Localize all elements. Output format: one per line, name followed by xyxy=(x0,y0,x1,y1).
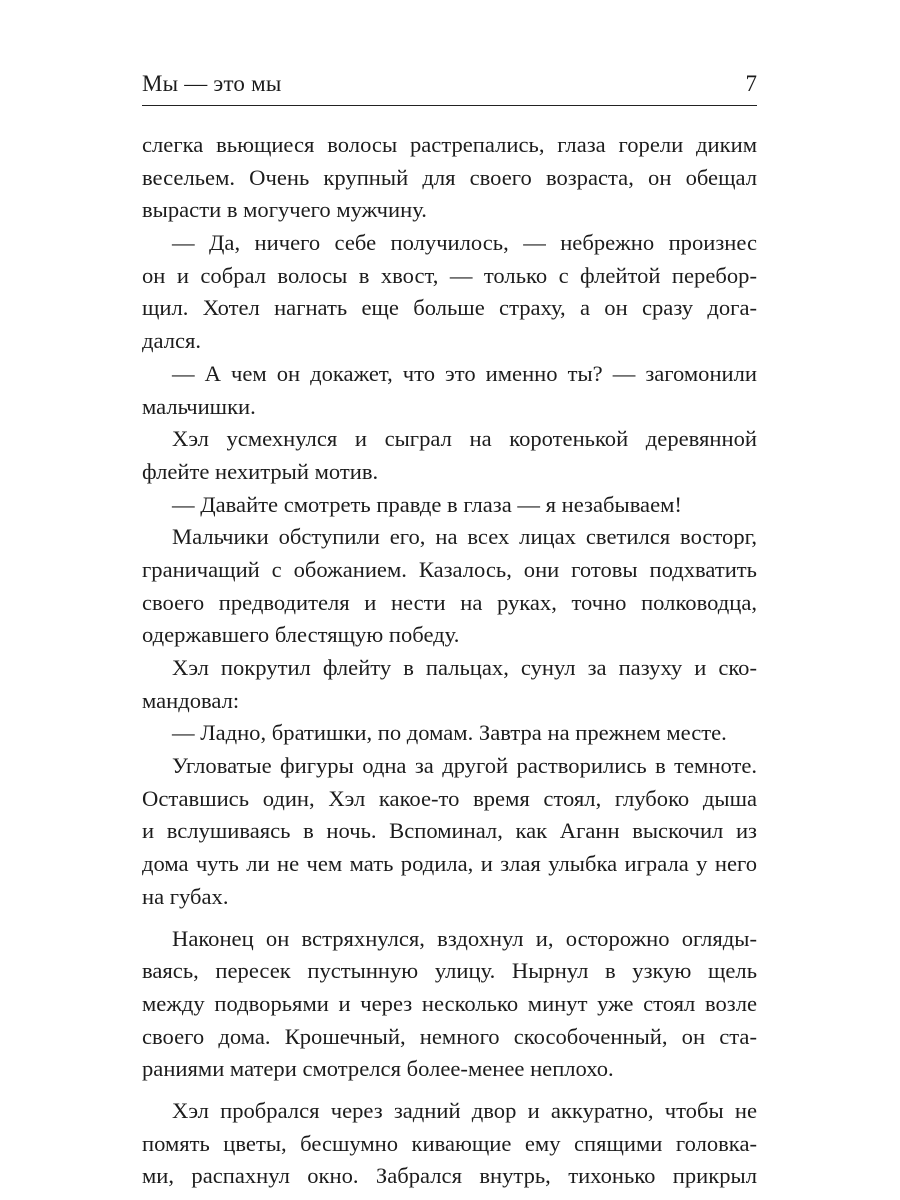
running-title: Мы — это мы xyxy=(142,71,282,96)
text-line: своего предводителя и нести на руках, точно полководца, xyxy=(142,589,757,615)
text-line: Хэл усмехнулся и сыграл на коротенькой деревянной xyxy=(172,426,757,452)
text-line: — Давайте смотреть правде в глаза — я незабываем! xyxy=(172,491,682,517)
text-line: — А чем он докажет, что это именно ты? — загомонили xyxy=(172,360,757,386)
text-line: мальчишки. xyxy=(142,393,256,419)
running-head xyxy=(142,68,757,100)
text-line: ваясь, пересек пустынную улицу. Нырнул в узкую щель xyxy=(142,958,757,984)
text-line: Хэл пробрался через задний двор и аккуратно, чтобы не xyxy=(172,1097,757,1123)
text-line: одержавшего блестящую победу. xyxy=(142,622,460,648)
text-line: флейте нехитрый мотив. xyxy=(142,458,379,484)
body-text xyxy=(142,129,757,1193)
text-line: Хэл покрутил флейту в пальцах, сунул за пазуху и ско- xyxy=(172,655,757,680)
text-line: слегка вьющиеся волосы растрепались, глаза горели диким xyxy=(142,132,757,157)
text-line: мандовал: xyxy=(142,687,240,713)
text-line: Угловатые фигуры одна за другой растворились в темноте. xyxy=(172,753,757,779)
text-line: и вслушиваясь в ночь. Вспоминал, как Аганн выскочил из xyxy=(142,818,757,844)
text-line: раниями матери смотрелся более-менее неплохо. xyxy=(142,1056,614,1082)
text-line: ми, распахнул окно. Забрался внутрь, тихонько прикрыл xyxy=(142,1163,757,1189)
text-line: между подворьями и через несколько минут уже стоял возле xyxy=(142,990,757,1016)
text-line: помять цветы, бесшумно кивающие ему спящими головка- xyxy=(142,1130,757,1156)
text-line: щил. Хотел нагнать еще больше страху, а он сразу дога- xyxy=(142,295,757,321)
text-line: Мальчики обступили его, на всех лицах светился восторг, xyxy=(172,524,757,550)
text-line: своего дома. Крошечный, немного скособоченный, он ста- xyxy=(142,1023,757,1049)
text-line: Наконец он встряхнулся, вздохнул и, осторожно огляды- xyxy=(172,925,757,951)
page-number: 7 xyxy=(745,71,757,96)
text-line: дался. xyxy=(142,328,202,354)
text-line: Оставшись один, Хэл какое-то время стоял, глубоко дыша xyxy=(142,785,757,811)
text-line: — Ладно, братишки, по домам. Завтра на прежнем месте. xyxy=(172,720,727,746)
text-line: на губах. xyxy=(142,883,229,909)
text-line: — Да, ничего себе получилось, — небрежно произнес xyxy=(172,230,757,256)
text-line: граничащий с обожанием. Казалось, они готовы подхватить xyxy=(142,556,757,582)
text-line: он и собрал волосы в хвост, — только с флейтой перебор- xyxy=(142,262,757,288)
text-line: вырасти в могучего мужчину. xyxy=(142,197,427,223)
text-line: весельем. Очень крупный для своего возраста, он обещал xyxy=(142,164,757,190)
text-line: дома чуть ли не чем мать родила, и злая улыбка играла у него xyxy=(142,851,757,877)
header-rule xyxy=(142,105,757,106)
